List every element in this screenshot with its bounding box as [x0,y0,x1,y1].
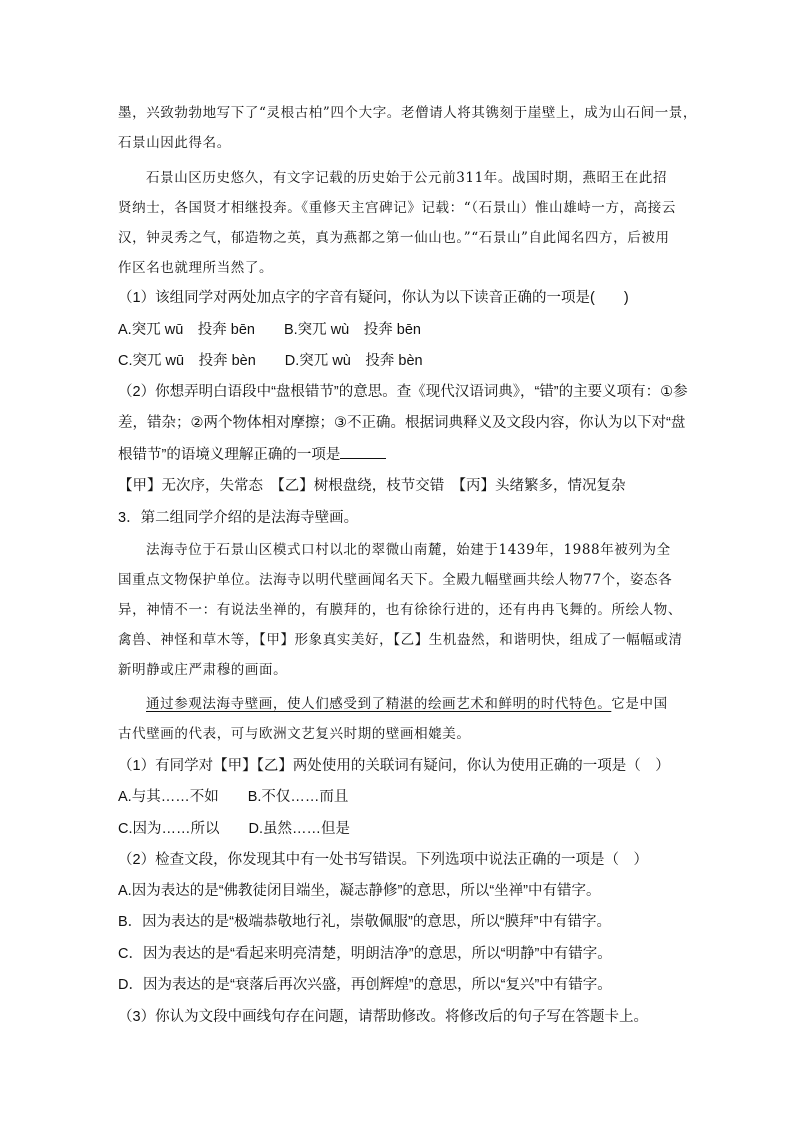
passage-line: 新明静或庄严肃穆的画面。 [118,662,288,678]
passage-line: 异，神情不一：有说法坐禅的，有膜拜的，也有徐徐行进的，还有冉冉飞舞的。所绘人物、 [118,602,682,618]
passage-line: 国重点文物保护单位。法海寺以明代壁画闻名天下。全殿九幅壁画共绘人物77个，姿态各 [118,572,673,588]
question-stem: （1）该组同学对两处加点字的字音有疑问，你认为以下读音正确的一项是( ) [118,290,629,306]
answer-option-c: C．因为表达的是“看起来明亮清楚，明朗洁净”的意思，所以“明静”中有错字。 [118,946,612,962]
passage-line: 汉，钟灵秀之气，郁造物之英，真为燕都之第一仙山也。”“石景山”自此闻名四方，后被用 [118,230,670,246]
passage-line: 禽兽、神怪和草木等，【甲】形象真实美好，【乙】生机盎然，和谐明快，组成了一幅幅或清 [118,632,683,648]
underlined-sentence: 通过参观法海寺壁画，使人们感受到了精湛的绘画艺术和鲜明的时代特色。 [146,696,612,712]
answer-option-b: B．因为表达的是“极端恭敬地行礼，崇敬佩服”的意思，所以“膜拜”中有错字。 [118,914,611,930]
passage-line: 作区名也就理所当然了。 [118,260,274,276]
passage-line: 石景山因此得名。 [118,135,231,151]
answer-option-a: A.因为表达的是“佛教徒闭目端坐，凝志静修”的意思，所以“坐禅”中有错字。 [118,883,601,899]
passage-line: 法海寺位于石景山区模式口村以北的翠微山南麓，始建于1439年，1988年被列为全 [146,542,671,558]
answer-options: A.突兀 wū 投奔 bēn B.突兀 wù 投奔 bēn [118,322,421,338]
passage-line: 通过参观法海寺壁画，使人们感受到了精湛的绘画艺术和鲜明的时代特色。它是中国 [146,696,668,712]
passage-line: 石景山区历史悠久，有文字记载的历史始于公元前311年。战国时期，燕昭王在此招 [146,170,668,186]
answer-option-d: D．因为表达的是“衰落后再次兴盛，再创辉煌”的意思，所以“复兴”中有错字。 [118,977,612,993]
question-stem: 根错节”的语境义理解正确的一项是 [118,444,386,465]
answer-blank [340,444,386,459]
answer-options: C.因为……所以 D.虽然……但是 [118,821,350,837]
question-stem: （3）你认为文段中画线句存在问题，请帮助修改。将修改后的句子写在答题卡上。 [118,1009,649,1025]
answer-options: A.与其……不如 B.不仅……而且 [118,789,349,805]
question-stem: 差，错杂；②两个物体相对摩擦；③不正确。根据词典释义及文段内容，你认为以下对“盘 [118,415,686,431]
section-heading: 3．第二组同学介绍的是法海寺壁画。 [118,510,359,526]
passage-line: 贤纳士，各国贤才相继投奔。《重修天主宫碑记》记载：“（石景山）惟山雄峙一方，高接云 [118,200,676,216]
answer-options: C.突兀 wū 投奔 bèn D.突兀 wù 投奔 bèn [118,353,423,369]
passage-line: 墨，兴致勃勃地写下了“灵根古柏”四个大字。老僧请人将其镌刻于崖壁上，成为山石间一景， [118,105,698,121]
question-stem: （2）检查文段，你发现其中有一处书写错误。下列选项中说法正确的一项是（ ） [118,852,649,868]
passage-line: 古代壁画的代表，可与欧洲文艺复兴时期的壁画相媲美。 [118,726,471,742]
answer-options: 【甲】无次序，失常态 【乙】树根盘绕，枝节交错 【丙】头绪繁多，情况复杂 [118,478,626,494]
question-stem: （1）有同学对【甲】【乙】两处使用的关联词有疑问，你认为使用正确的一项是（ ） [118,758,670,774]
question-stem: （2）你想弄明白语段中“盘根错节”的意思。查《现代汉语词典》，“错”的主要义项有：①参 [118,384,688,400]
